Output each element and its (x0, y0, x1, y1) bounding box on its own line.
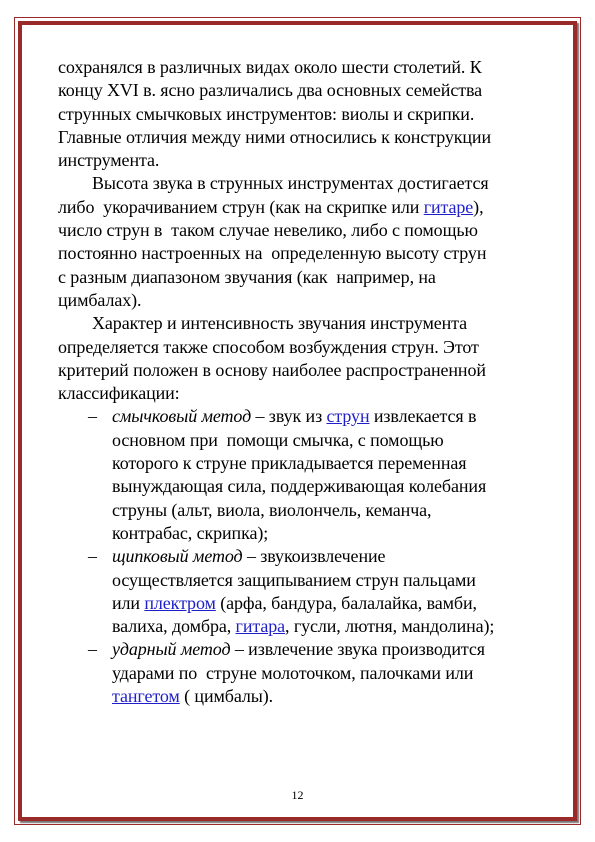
text-line: критерий положен в основу наиболее распространенной (58, 359, 486, 380)
text-span: – извлечение звука производится (230, 639, 485, 660)
text-span: валиха, домбра, (112, 616, 236, 637)
text-span: ), (473, 196, 484, 217)
text-line (58, 196, 546, 219)
bullet-dash: – (88, 546, 97, 567)
link-guitar[interactable]: гитаре (423, 196, 474, 217)
text-line: струны (альт, виола, виолончель, кеманча, (112, 499, 432, 520)
text-line: контрабас, скрипка); (112, 522, 269, 543)
text-line: классификации: (58, 383, 180, 404)
text-line: вынуждающая сила, поддерживающая колебания (112, 476, 487, 497)
paragraph-3 (58, 312, 546, 405)
text-line: определяется также способом возбуждения струн. Этот (58, 336, 479, 357)
list-item-bowed (58, 405, 546, 545)
term-bowed: смычковый метод (112, 406, 252, 427)
term-percussive: ударный метод (112, 639, 231, 660)
text-line (112, 592, 546, 615)
text-line (112, 615, 546, 638)
paragraph-1 (58, 56, 546, 172)
text-line (112, 545, 546, 568)
text-line: которого к струне прикладывается переменная (112, 453, 467, 474)
text-line (112, 685, 546, 708)
link-plectrum[interactable]: плектром (144, 592, 216, 613)
paragraph-2 (58, 172, 546, 312)
text-line (112, 405, 546, 428)
text-line: постоянно настроенных на определенную высоту струн (58, 243, 487, 264)
text-span: (арфа, бандура, балалайка, вамби, (215, 592, 477, 613)
text-span: извлекается в (369, 406, 477, 427)
text-line: ударами по струне молоточком, палочками или (112, 662, 474, 683)
term-plucked: щипковый метод (112, 546, 243, 567)
text-line: струнных смычковых инструментов: виолы и скрипки. (58, 103, 475, 124)
link-strings[interactable]: струн (326, 406, 370, 427)
text-line: цимбалах). (58, 289, 142, 310)
text-span: либо укорачиванием струн (как на скрипке или (58, 196, 424, 217)
text-span: или (112, 592, 145, 613)
text-line: Главные отличия между ними относились к конструкции (58, 126, 492, 147)
link-tangent[interactable]: тангетом (112, 686, 180, 707)
text-line: сохранялся в различных видах около шести столетий. К (58, 57, 482, 77)
text-span: , гусли, лютня, мандолина); (285, 616, 495, 637)
text-line: число струн в таком случае невелико, либо с помощью (58, 220, 478, 241)
text-line (112, 638, 546, 661)
text-line: осуществляется защипыванием струн пальцами (112, 569, 476, 590)
bullet-dash: – (88, 639, 97, 660)
page-content (58, 56, 546, 708)
list-item-plucked (58, 545, 546, 638)
text-line: Высота звука в струнных инструментах достигается (92, 173, 489, 194)
text-span: ( цимбалы). (179, 686, 274, 707)
link-guitar-2[interactable]: гитара (235, 616, 286, 637)
classification-list (58, 405, 546, 708)
page-number: 12 (291, 788, 304, 802)
text-line: инструмента. (58, 150, 160, 171)
text-line: Характер и интенсивность звучания инструмента (92, 313, 468, 334)
text-span: – звук из (251, 406, 327, 427)
text-line: концу XVI в. ясно различались два основных семейства (58, 80, 483, 101)
text-span: – звукоизвлечение (242, 546, 386, 567)
text-line: основном при помощи смычка, с помощью (112, 429, 444, 450)
text-line: с разным диапазоном звучания (как например, на (58, 266, 436, 287)
list-item-percussive (58, 638, 546, 708)
bullet-dash: – (88, 406, 97, 427)
